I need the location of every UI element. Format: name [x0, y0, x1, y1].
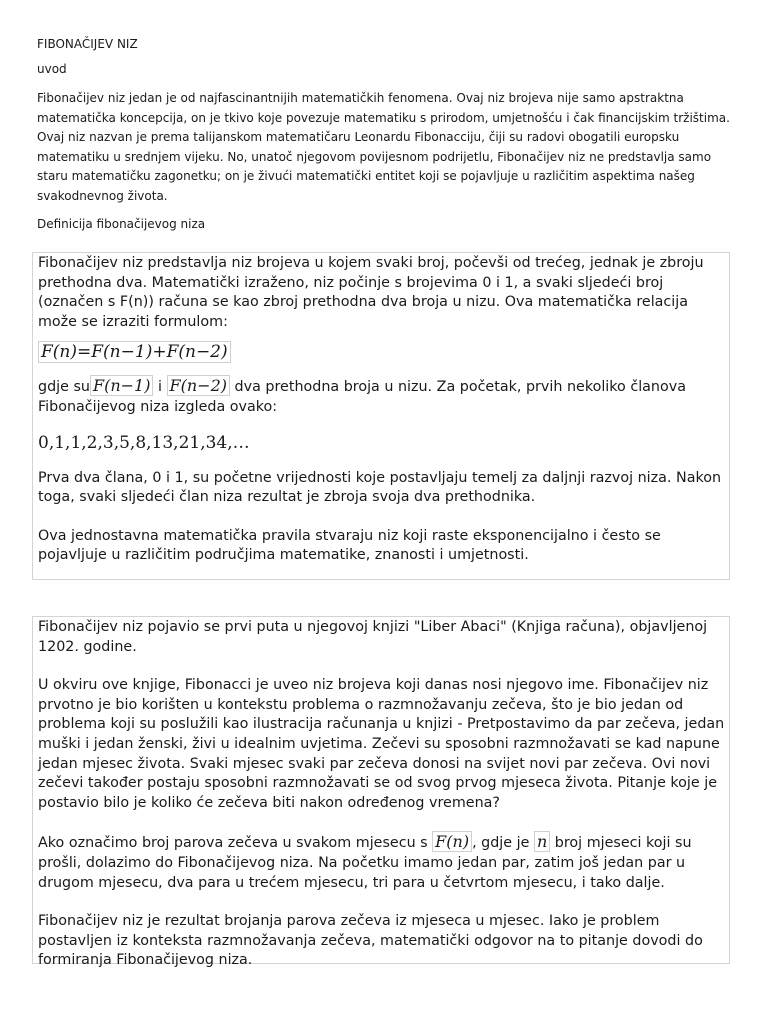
conclusion-paragraph: Fibonačijev niz je rezultat brojanja parova zečeva iz mjeseca u mjesec. Iako je problem postavljen iz konteksta razmnožavanja zečeva, matematički odgovor na to pitanje dovodi do formiranja Fibonačijevog niza.	[38, 913, 703, 969]
definition-heading: Definicija fibonačijevog niza	[37, 217, 206, 231]
explanation-text-start: gdje su	[38, 379, 90, 396]
growth-paragraph: Ova jednostavna matematička pravila stvaraju niz koji raste eksponencijalno i često se pojavljuje u različitim područjima matematike, znanosti i umjetnosti.	[38, 527, 661, 564]
history-box	[32, 616, 730, 969]
explanation-text-rest: dva prethodna broja u nizu. Za početak, prvih nekoliko članova Fibonačijevog niza izgleda ovako:	[38, 379, 686, 415]
rabbit-problem-paragraph: U okviru ove knjige, Fibonacci je uveo niz brojeva koji danas nosi njegovo ime. Fibonačijev niz prvotno je bio korišten u kontekstu problema o razmnožavanju zečeva, što je bio jedan od problema koji su poslužili kao ilustracija računanja u knjizi - Pretpostavimo da par zečeva, jedan muški i jedan ženski, živi u idealnim uvjetima. Zečevi su sposobni razmnožavati se kad napune jedan mjesec života. Svaki mjesec svaki par zečeva donosi na svijet novi par zečeva. Ovi novi zečevi također postaju sposobni razmnožavati se od svog prvog mjeseca života. Pitanje koje je postavio bilo je koliko će zečeva biti nakon određenog vremena?	[38, 677, 725, 811]
rabbit-formula-paragraph	[38, 832, 729, 893]
formula-explanation	[38, 376, 729, 417]
definition-box	[32, 252, 730, 580]
document-subtitle: uvod	[37, 62, 67, 76]
rabbit-text-mid: , gdje je	[472, 835, 534, 852]
rabbit-text-start: Ako označimo broj parova zečeva u svakom mjesecu s	[38, 835, 433, 852]
document-title: FIBONAČIJEV NIZ	[37, 37, 138, 51]
rabbit-text-rest: broj mjeseci koji su prošli, dolazimo do Fibonačijevog niza. Na početku imamo jedan par, zatim još jedan par u drugom mjesecu, dva para u trećem mjesecu, tri para u četvrtom mjesecu, i tako dalje.	[38, 835, 692, 891]
term-f-n-minus-2: F(n−2)	[167, 375, 230, 396]
term-n: n	[534, 831, 550, 852]
definition-paragraph: Fibonačijev niz predstavlja niz brojeva u kojem svaki broj, počevši od trećeg, jednak je zbroju prethodna dva. Matematički izraženo, niz počinje s brojevima 0 i 1, a svaki sljedeći broj (označen s F(n)) računa se kao zbroj prethodna dva broja u nizu. Ova matematička relacija može se izraziti formulom:	[38, 255, 704, 330]
initial-values-paragraph: Prva dva člana, 0 i 1, su početne vrijednosti koje postavljaju temelj za daljnji razvoj niza. Nakon toga, svaki sljedeći član niza rezultat je zbroja svoja dva prethodnika.	[38, 469, 722, 506]
sequence-example: 0,1,1,2,3,5,8,13,21,34,…	[38, 432, 250, 453]
recurrence-formula: F(n)=F(n−1)+F(n−2)	[38, 341, 231, 363]
liber-abaci-paragraph: Fibonačijev niz pojavio se prvi puta u njegovoj knjizi "Liber Abaci" (Knjiga računa), objavljenoj 1202. godine.	[38, 619, 708, 655]
intro-paragraph: Fibonačijev niz jedan je od najfascinantnijih matematičkih fenomena. Ovaj niz brojeva nije samo apstraktna matematička koncepcija, on je tkivo koje povezuje matematiku s prirodom, umjetnošću i čak financijskim tržištima. Ovaj niz nazvan je prema talijanskom matematičaru Leonardu Fibonacciju, čiji su radovi obogatili europsku matematiku u srednjem vijeku. No, unatoč njegovom povijesnom podrijetlu, Fibonačijev niz ne predstavlja samo staru matematičku zagonetku; on je živući matematički entitet koji se pojavljuje u različitim aspektima našeg svakodnevnog života.	[37, 91, 730, 203]
term-f-n: F(n)	[432, 831, 472, 852]
explanation-and: i	[153, 379, 167, 396]
term-f-n-minus-1: F(n−1)	[90, 375, 153, 396]
